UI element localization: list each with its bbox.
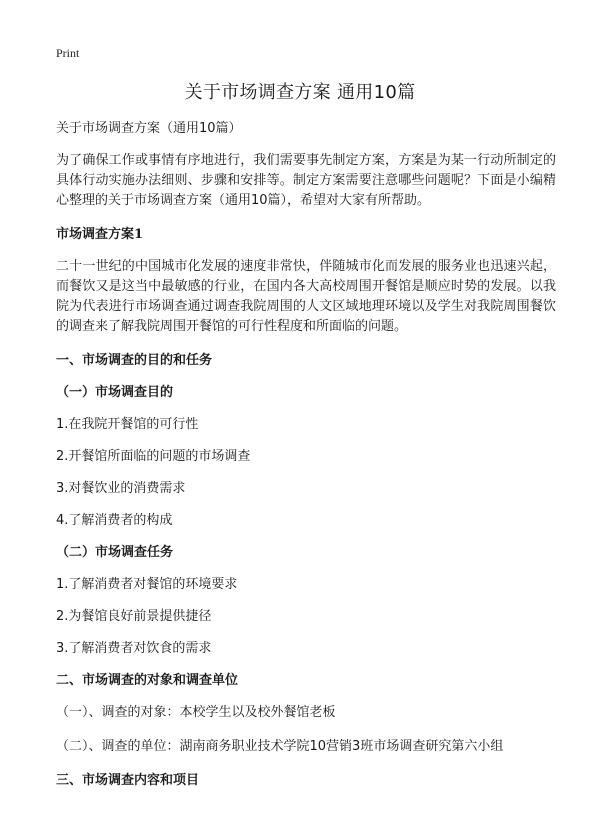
section-title: 市场调查方案1 [56, 227, 144, 242]
heading-content-and-items: 三、市场调查内容和项目 [56, 773, 200, 788]
intro-paragraph: 为了确保工作或事情有序地进行，我们需要事先制定方案，方案是为某一行动所制定的具体行动实施办法细则、步骤和安排等。制定方案需要注意哪些问题呢？下面是小编精心整理的关于市场调查方案（通用10篇），希望对大家有所帮助。 [56, 153, 556, 208]
document-body [56, 119, 556, 803]
heading-objects-and-units: 二、市场调查的对象和调查单位 [56, 673, 239, 688]
section-intro-paragraph: 二十一世纪的中国城市化发展的速度非常快，伴随城市化而发展的服务业也迅速兴起，而餐饮又是这当中最敏感的行业，在国内各大高校周围开餐馆是顺应时势的发展。以我院为代表进行市场调查通过调查我院周围的人文区域地理环境以及学生对我院周围餐饮的调查来了解我院周围开餐馆的可行性程度和所面临的问题。 [56, 259, 556, 334]
sub-heading-purpose: （一）市场调查目的 [56, 385, 174, 400]
page-title: 关于市场调查方案 通用10篇 [184, 82, 416, 103]
list-item: 1.在我院开餐馆的可行性 [56, 417, 199, 432]
heading-purpose-and-tasks: 一、市场调查的目的和任务 [56, 353, 213, 368]
list-item: 3.对餐饮业的消费需求 [56, 481, 186, 496]
list-item: 4.了解消费者的构成 [56, 513, 173, 528]
list-item: （二）、调查的单位：湖南商务职业技术学院10营销3班市场调查研究第六小组 [56, 739, 504, 754]
list-item: （一）、调查的对象：本校学生以及校外餐馆老板 [56, 705, 336, 720]
list-item: 3.了解消费者对饮食的需求 [56, 641, 212, 656]
print-link[interactable]: Print [56, 46, 80, 60]
list-item: 2.为餐馆良好前景提供捷径 [56, 609, 212, 624]
list-item: 1.了解消费者对餐馆的环境要求 [56, 577, 238, 592]
document-subtitle: 关于市场调查方案（通用10篇） [56, 121, 242, 136]
sub-heading-tasks: （二）市场调查任务 [56, 545, 174, 560]
list-item: 2.开餐馆所面临的问题的市场调查 [56, 449, 251, 464]
